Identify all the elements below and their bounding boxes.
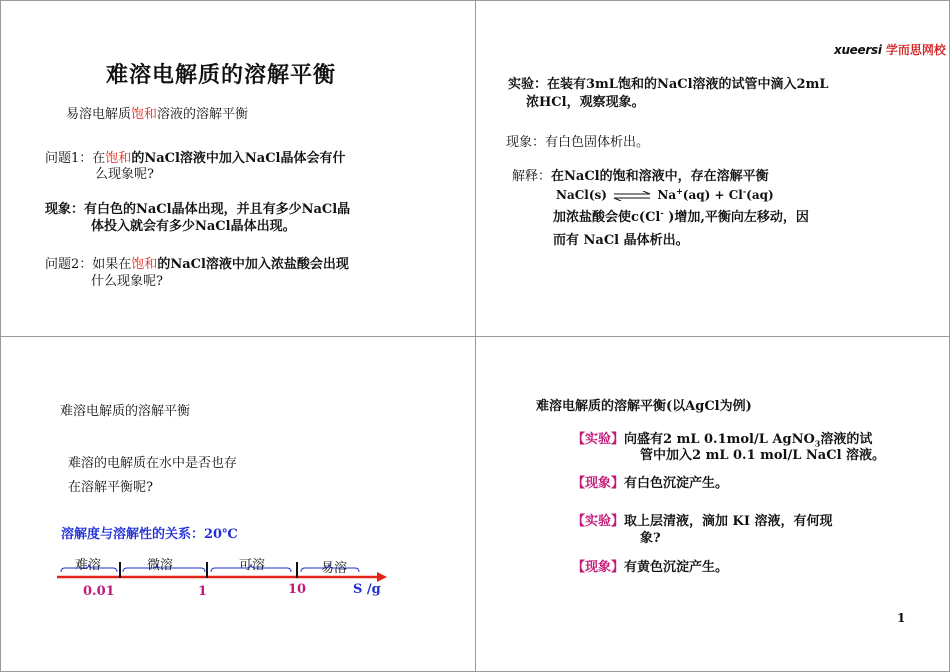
item1-sub: 3 [814,438,821,449]
slide3-question-line2: 在溶解平衡呢? [68,480,153,495]
subtitle-post: 溶液的溶解平衡 [157,107,249,122]
slide4-heading: 难溶电解质的溶解平衡(以AgCl为例) [536,399,752,414]
label-yirong: 易溶 [321,561,348,576]
q1-red: 饱和 [105,151,132,166]
slide2-explanation-intro [512,165,769,184]
slide4-item-4 [572,556,728,575]
eq-cl-charge: - [742,186,747,196]
label-nanrong: 难溶 [75,558,102,573]
item2-text: 有白色沉淀产生。 [624,476,729,491]
slide4-item-3 [572,510,832,529]
slide3-question-line1: 难溶的电解质在水中是否也存 [68,456,238,471]
explanation-text: 在NaCl的饱和溶液中，存在溶解平衡 [551,169,769,184]
item2-tag: 【现象】 [572,476,625,491]
q2-label: 问题2： [45,257,93,272]
slide4-item-2 [572,472,728,491]
equilibrium-equation [556,186,774,202]
q1-post: 的NaCl溶液中加入NaCl晶体会有什 [131,151,346,166]
explain-text-b: )增加,平衡向左移动，因 [663,210,809,225]
scale-unit: S /g [353,582,381,597]
slide2-observation: 现象：有白色固体析出。 [506,135,650,150]
observation-1-line1: 现象：有白色的NaCl晶体出现，并且有多少NaCl晶 [45,202,351,217]
subtitle-pre: 易溶电解质 [66,107,132,122]
eq-left: NaCl(s) [556,188,607,202]
slide4-item-1-line2: 管中加入2 mL 0.1 mol/L NaCl 溶液。 [640,448,886,463]
slide3-heading: 难溶电解质的溶解平衡 [60,404,191,419]
slide4-item-3-line2: 象? [640,531,661,546]
q2-post: 的NaCl溶液中加入浓盐酸会出现 [157,257,349,272]
tick-label-0.01: 0.01 [83,584,115,599]
q1-pre: 在 [92,151,106,166]
question-2-line2: 什么现象呢? [91,274,163,289]
q2-pre: 如果在 [92,257,132,272]
q1-label: 问题1： [45,151,93,166]
item1-text-a: 向盛有2 mL 0.1mol/L AgNO [624,432,815,447]
slide-frame-3 [0,336,476,672]
explain-text-a: 加浓盐酸会使c(Cl [553,210,661,225]
item3-text: 取上层清液，滴加 KI 溶液，有何现 [624,514,833,529]
equilibrium-arrow-icon [613,191,651,201]
slide1-subtitle [66,103,248,122]
slide2-experiment-line1: 实验：在装有3mL饱和的NaCl溶液的试管中滴入2mL [508,77,829,92]
tick-label-10: 10 [288,582,307,597]
scale-arrow-icon [377,572,387,582]
slide1-title: 难溶电解质的溶解平衡 [106,62,337,88]
observation-1-line2: 体投入就会有多少NaCl晶体出现。 [91,219,296,234]
question-1 [45,147,346,166]
explanation-line2: 而有 NaCl 晶体析出。 [553,233,689,248]
slide-frame-4 [475,336,950,672]
logo-text-en: xueersi [834,43,882,57]
item3-tag: 【实验】 [572,514,625,529]
tick-label-1: 1 [198,584,208,599]
logo-text-cn: 学而思网校 [885,43,946,57]
explanation-line1 [553,206,809,225]
eq-na-state: (aq) + Cl [682,188,743,202]
page-number: 1 [897,611,906,625]
solubility-relation: 溶解度与溶解性的关系：20℃ [61,527,238,542]
label-kerong: 可溶 [239,558,266,573]
item1-text-b: 溶液的试 [820,432,873,447]
brand-logo [834,41,946,58]
label-weirong: 微溶 [147,558,174,573]
subtitle-red: 饱和 [131,107,158,122]
slide2-experiment-line2: 浓HCl，观察现象。 [526,95,645,110]
slide-frame-1 [0,0,476,337]
eq-na: Na [657,188,677,202]
eq-na-charge: + [676,186,683,196]
q2-red: 饱和 [131,257,158,272]
eq-cl-state: (aq) [746,188,774,202]
item4-tag: 【现象】 [572,560,625,575]
item1-tag: 【实验】 [572,432,625,447]
explanation-label: 解释： [512,169,552,184]
explain-charge: - [660,207,664,218]
item4-text: 有黄色沉淀产生。 [624,560,729,575]
question-1-line2: 么现象呢? [95,167,154,182]
